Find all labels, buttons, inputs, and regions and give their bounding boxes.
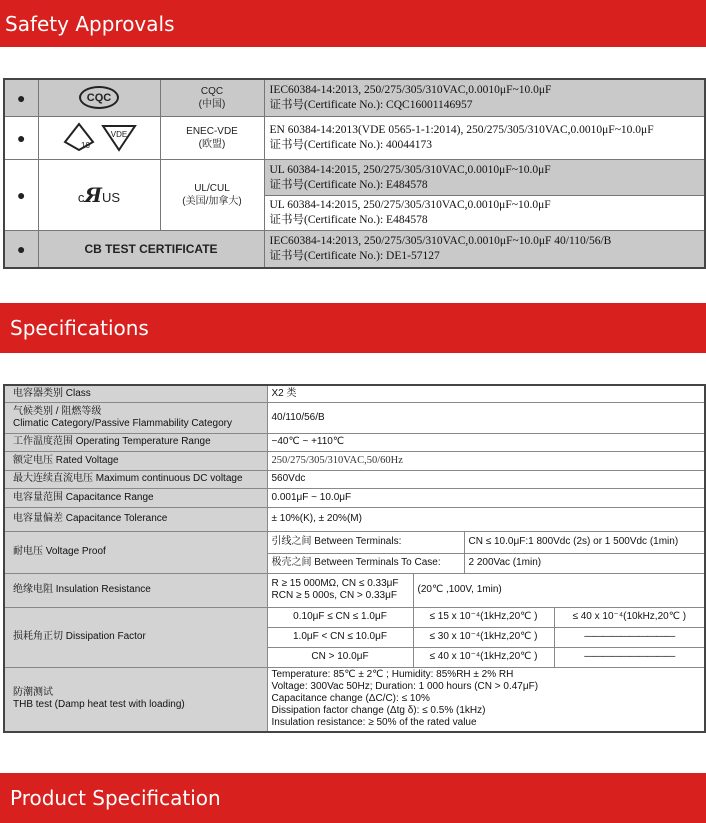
cert-body-cell (160, 116, 264, 159)
df-range: CN > 10.0μF (267, 647, 413, 667)
spec-value: 560Vdc (267, 470, 705, 488)
cert-detail-cell (264, 195, 705, 230)
vde-mark-text: VDE (110, 129, 128, 139)
spec-sublabel: 极壳之间 Between Terminals To Case: (267, 553, 464, 573)
product-specification-banner (0, 773, 706, 823)
spec-row-voltage (4, 451, 705, 470)
cert-body-region: (美国/加拿大) (182, 196, 242, 208)
df-value-10khz: —————————— (554, 627, 705, 647)
spec-row-climatic (4, 402, 705, 433)
cert-body-name: ENEC-VDE (186, 126, 238, 138)
enec-row (4, 116, 705, 159)
df-range: 1.0μF < CN ≤ 10.0μF (267, 627, 413, 647)
thb-line: Insulation resistance: ≥ 50% of the rated value (271, 717, 477, 729)
cert-standard: IEC60384-14:2013, 250/275/305/310VAC,0.0010μF~10.0μF 40/110/56/B (269, 235, 612, 248)
spec-label: 电容量偏差 Capacitance Tolerance (4, 507, 267, 531)
bullet: ● (4, 79, 38, 116)
cert-body-region: (中国) (198, 98, 226, 110)
thb-line: Dissipation factor change (Δtg δ): ≤ 0.5% (1kHz) (271, 705, 486, 717)
spec-value: 0.001μF ~ 10.0μF (267, 488, 705, 507)
spec-row-thb (4, 667, 705, 732)
safety-approvals-table (3, 78, 706, 269)
bullet: ● (4, 231, 38, 268)
spec-label: 耐电压 Voltage Proof (4, 531, 267, 573)
specifications-table (3, 384, 706, 733)
spec-row-tolerance (4, 507, 705, 531)
cqc-row (4, 79, 705, 116)
ul-logo (38, 160, 160, 231)
spec-condition: (20℃ ,100V, 1min) (413, 573, 705, 607)
df-range: 0.10μF ≤ CN ≤ 1.0μF (267, 607, 413, 627)
spec-value: ± 10%(K), ± 20%(M) (267, 507, 705, 531)
df-value-1khz: ≤ 40 x 10⁻⁴(1kHz,20℃ ) (413, 647, 554, 667)
spec-sublabel: 引线之间 Between Terminals: (267, 531, 464, 553)
df-value-1khz: ≤ 15 x 10⁻⁴(1kHz,20℃ ) (413, 607, 554, 627)
spec-row-temperature (4, 433, 705, 451)
cert-number: 证书号(Certificate No.): DE1-57127 (269, 250, 440, 263)
spec-row-capacitance (4, 488, 705, 507)
spec-label: 气候类别 / 阻燃等级 Climatic Category/Passive Flammability Category (4, 402, 267, 433)
spec-label: 绝缘电阻 Insulation Resistance (4, 573, 267, 607)
cb-test-title: CB TEST CERTIFICATE (38, 231, 264, 268)
cert-standard: IEC60384-14:2013, 250/275/305/310VAC,0.0010μF~10.0μF (269, 83, 552, 96)
cert-detail-cell (264, 79, 705, 116)
spec-label: 工作温度范围 Operating Temperature Range (4, 433, 267, 451)
cert-number: 证书号(Certificate No.): 40044173 (269, 139, 433, 152)
cert-number: 证书号(Certificate No.): CQC16001146957 (269, 98, 473, 111)
thb-line: Voltage: 300Vac 50Hz; Duration: 1 000 hours (CN > 0.47μF) (271, 681, 539, 693)
cert-number: 证书号(Certificate No.): E484578 (269, 213, 428, 226)
cert-body-name: CQC (200, 85, 224, 97)
cb-row (4, 231, 705, 268)
ul-row-a (4, 160, 705, 195)
spec-value: CN ≤ 10.0μF:1 800Vdc (2s) or 1 500Vdc (1min) (464, 531, 705, 553)
bullet: ● (4, 116, 38, 159)
cert-number: 证书号(Certificate No.): E484578 (269, 178, 428, 191)
specifications-banner (0, 303, 706, 353)
spec-label: 防潮测试 THB test (Damp heat test with loading) (4, 667, 267, 732)
df-value-10khz: ≤ 40 x 10⁻⁴(10kHz,20℃ ) (554, 607, 705, 627)
cert-body-cell (160, 160, 264, 231)
spec-row-df-1 (4, 607, 705, 627)
df-value-1khz: ≤ 30 x 10⁻⁴(1kHz,20℃ ) (413, 627, 554, 647)
spec-value: 40/110/56/B (267, 402, 705, 433)
cert-standard: EN 60384-14:2013(VDE 0565-1-1:2014), 250/275/305/310VAC,0.0010μF~10.0μF (269, 124, 654, 137)
spec-label: 最大连续直流电压 Maximum continuous DC voltage (4, 470, 267, 488)
spec-label: 损耗角正切 Dissipation Factor (4, 607, 267, 667)
cert-detail-cell (264, 160, 705, 195)
spec-value: X2 类 (267, 385, 705, 402)
enec-vde-logo (38, 116, 160, 159)
spec-row-voltage-proof-1 (4, 531, 705, 553)
spec-row-insulation (4, 573, 705, 607)
cert-body-region: (欧盟) (198, 139, 226, 151)
cert-body-name: UL/CUL (194, 183, 230, 195)
spec-label: 额定电压 Rated Voltage (4, 451, 267, 470)
spec-value: −40℃ ~ +110℃ (267, 433, 705, 451)
enec-mark-number: 10 (81, 140, 90, 150)
cert-detail-cell (264, 231, 705, 268)
spec-value (267, 667, 705, 732)
df-value-10khz: —————————— (554, 647, 705, 667)
spec-row-class (4, 385, 705, 402)
cert-detail-cell (264, 116, 705, 159)
cqc-logo (38, 79, 160, 116)
spec-value: R ≥ 15 000MΩ, CN ≤ 0.33μF RCN ≥ 5 000s, CN > 0.33μF (267, 573, 413, 607)
cert-standard: UL 60384-14:2015, 250/275/305/310VAC,0.0010μF~10.0μF (269, 163, 551, 176)
cqc-logo-icon: CQC (79, 86, 119, 109)
ul-logo-icon: cЯUS (77, 183, 121, 208)
spec-value: 2 200Vac (1min) (464, 553, 705, 573)
cert-body-cell (160, 79, 264, 116)
safety-approvals-title: Safety Approvals (5, 11, 175, 36)
specifications-title: Specifications (10, 316, 149, 340)
spec-label: 电容器类别 Class (4, 385, 267, 402)
product-specification-title: Product Specification (10, 786, 221, 810)
spec-row-dc-voltage (4, 470, 705, 488)
thb-line: Capacitance change (ΔC/C): ≤ 10% (271, 693, 430, 705)
spec-label: 电容量范围 Capacitance Range (4, 488, 267, 507)
bullet: ● (4, 160, 38, 231)
thb-line: Temperature: 85℃ ± 2℃ ; Humidity: 85%RH ± 2% RH (271, 669, 514, 681)
cert-standard: UL 60384-14:2015, 250/275/305/310VAC,0.0010μF~10.0μF (269, 198, 551, 211)
safety-approvals-banner (0, 0, 706, 47)
enec-vde-logo-icon (59, 120, 139, 154)
spec-value: 250/275/305/310VAC,50/60Hz (267, 451, 705, 470)
